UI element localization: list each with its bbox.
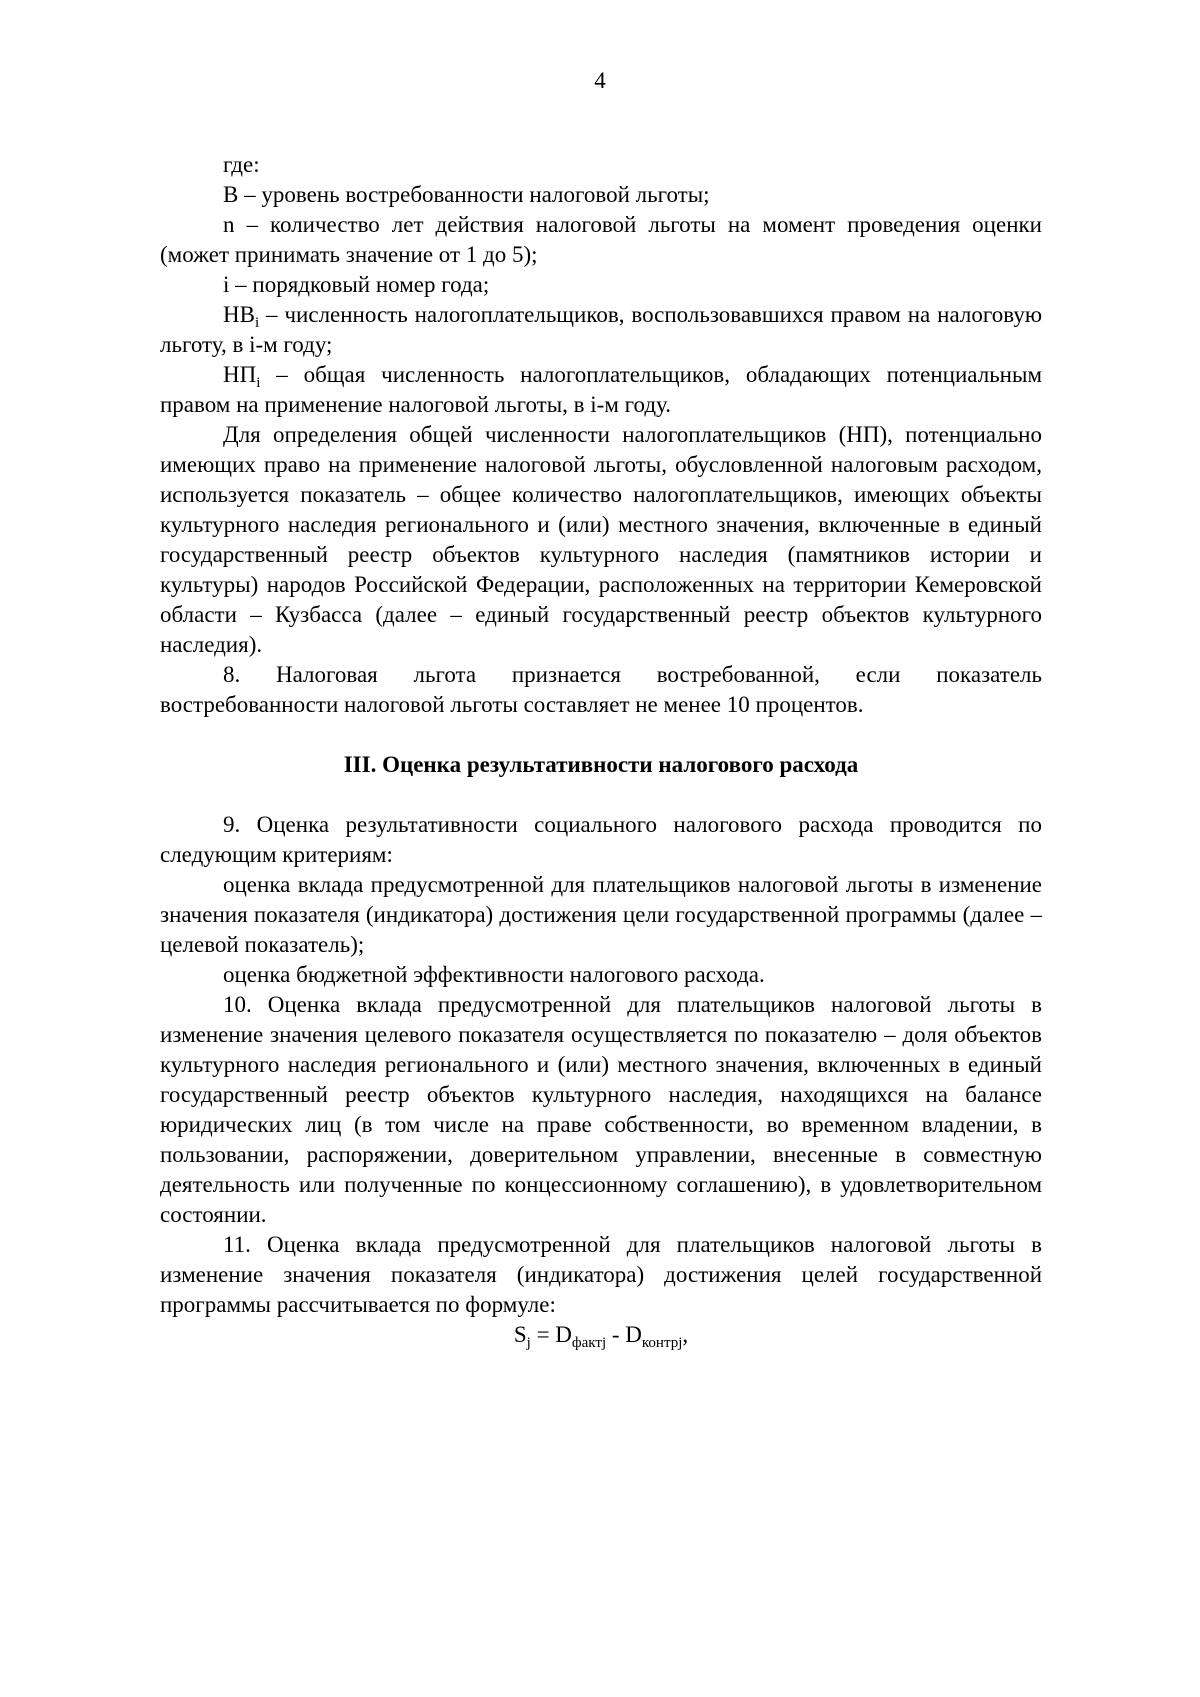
definition-hv <box>160 300 1042 360</box>
formula <box>160 1320 1042 1350</box>
page-number: 4 <box>594 68 606 93</box>
hv-text: – численность налогоплательщиков, воспользовавшихся правом на налоговую льготу, в i-м году; <box>160 302 1042 357</box>
np-text: – общая численность налогоплательщиков, обладающих потенциальным правом на применение налоговой льготы, в i-м году. <box>160 362 1042 417</box>
np-subscript: i <box>256 375 261 391</box>
np-symbol: НП <box>223 362 257 387</box>
formula-s: S <box>513 1322 527 1347</box>
paragraph-8: 8. Налоговая льгота признается востребованной, если показатель востребованности налоговой льготы составляет не менее 10 процентов. <box>160 662 1042 717</box>
definition-np <box>160 360 1042 420</box>
paragraph-10: 10. Оценка вклада предусмотренной для плательщиков налоговой льготы в изменение значения целевого показателя осуществляется по показателю – доля объектов культурного наследия регионального и (или) местного значения, включенных в единый государственный реестр объектов культурного наследия, находящихся на балансе юридических лиц (в том числе на праве собственности, во временном владении, в пользовании, распоряжении, доверительном управлении, внесенные в совместную деятельность или полученные по концессионному соглашению), в удовлетворительном состоянии. <box>160 992 1042 1227</box>
formula-d2-subscript: контрj <box>641 1335 683 1351</box>
definition-b: В – уровень востребованности налоговой льготы; <box>223 182 710 207</box>
formula-equals: = D <box>530 1322 572 1347</box>
hv-symbol: НВ <box>223 302 255 327</box>
document-body <box>160 150 1042 1350</box>
formula-end: , <box>682 1322 689 1347</box>
section-heading: III. Оценка результативности налогового расхода <box>343 752 859 777</box>
formula-s-subscript: j <box>526 1335 531 1351</box>
criterion-2: оценка бюджетной эффективности налогового расхода. <box>223 962 765 987</box>
paragraph-9: 9. Оценка результативности социального налогового расхода проводится по следующим критериям: <box>160 812 1042 867</box>
definition-n: n – количество лет действия налоговой льготы на момент проведения оценки (может принимать значение от 1 до 5); <box>160 212 1042 267</box>
definitions-intro: где: <box>223 152 260 177</box>
definition-i: i – порядковый номер года; <box>223 272 490 297</box>
hv-subscript: i <box>254 315 260 331</box>
paragraph-11: 11. Оценка вклада предусмотренной для плательщиков налоговой льготы в изменение значения показателя (индикатора) достижения целей государственной программы рассчитывается по формуле: <box>160 1232 1042 1317</box>
formula-minus: - D <box>606 1322 642 1347</box>
formula-d1-subscript: фактj <box>571 1335 607 1351</box>
criterion-1: оценка вклада предусмотренной для плательщиков налоговой льготы в изменение значения показателя (индикатора) достижения цели государственной программы (далее – целевой показатель); <box>160 872 1042 957</box>
paragraph-np-definition: Для определения общей численности налогоплательщиков (НП), потенциально имеющих право на применение налоговой льготы, обусловленной налоговым расходом, используется показатель – общее количество налогоплательщиков, имеющих объекты культурного наследия регионального и (или) местного значения, включенные в единый государственный реестр объектов культурного наследия (памятников истории и культуры) народов Российской Федерации, расположенных на территории Кемеровской области – Кузбасса (далее – единый государственный реестр объектов культурного наследия). <box>160 422 1042 657</box>
